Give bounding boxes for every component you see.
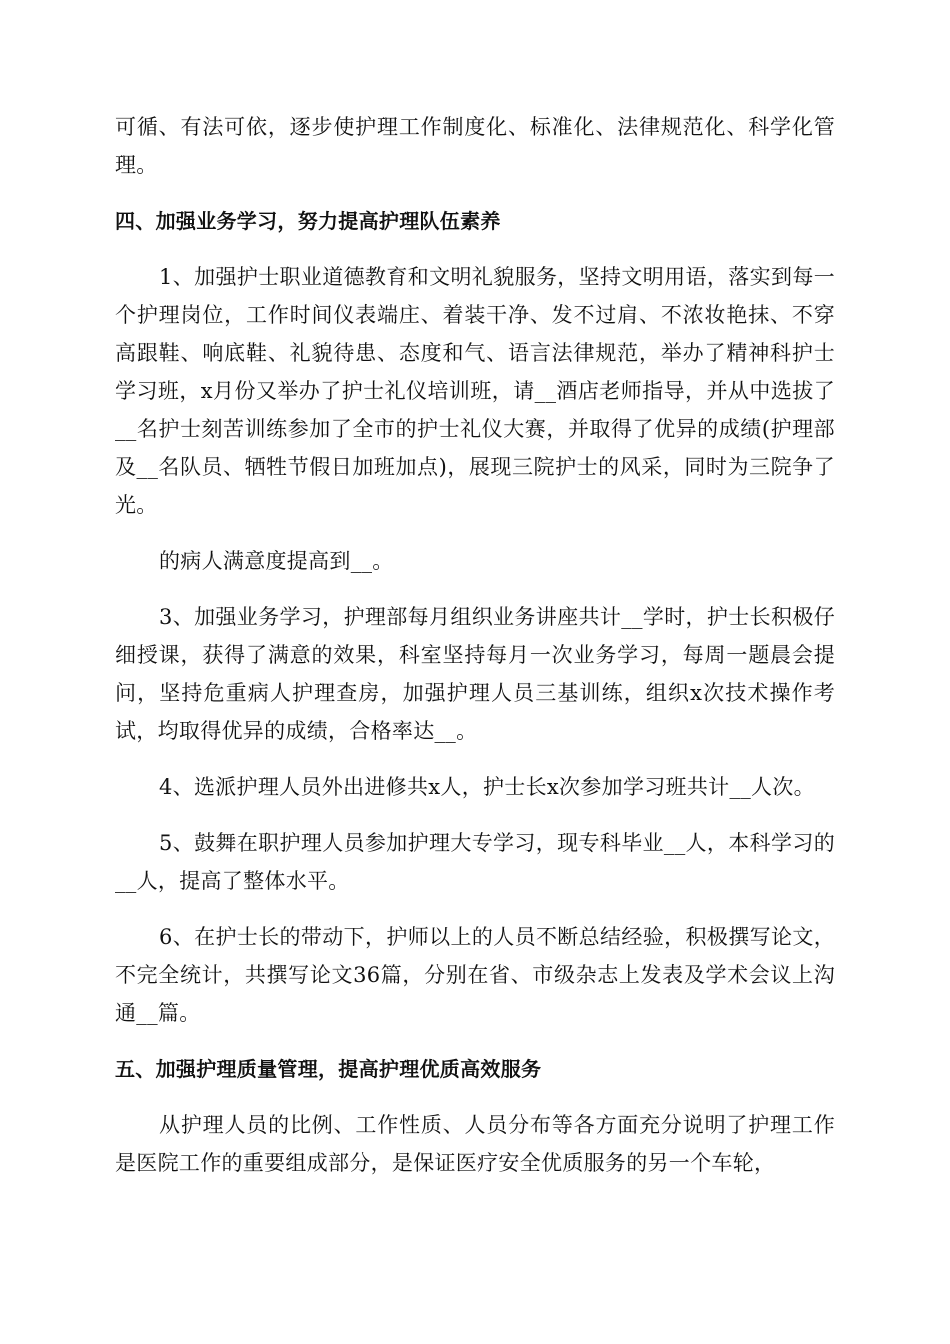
paragraph-item-6: 6、在护士长的带动下，护师以上的人员不断总结经验，积极撰写论文，不完全统计，共撰写论文36篇，分别在省、市级杂志上发表及学术会议上沟通__篇。 [115, 925, 835, 1025]
paragraph-item-3: 3、加强业务学习，护理部每月组织业务讲座共计__学时，护士长积极仔细授课，获得了满意的效果，科室坚持每月一次业务学习，每周一题晨会提问，坚持危重病人护理查房，加强护理人员三基训练，组织x次技术操作考试，均取得优异的成绩，合格率达__。 [115, 605, 835, 743]
paragraph-item-4: 4、选派护理人员外出进修共x人，护士长x次参加学习班共计__人次。 [159, 775, 815, 799]
paragraph-item-1: 1、加强护士职业道德教育和文明礼貌服务，坚持文明用语，落实到每一个护理岗位，工作时间仪表端庄、着装干净、发不过肩、不浓妆艳抹、不穿高跟鞋、响底鞋、礼貌待患、态度和气、语言法律规范，举办了精神科护士学习班，x月份又举办了护士礼仪培训班，请__酒店老师指导，并从中选拔了__名护士刻苦训练参加了全市的护士礼仪大赛，并取得了优异的成绩(护理部及__名队员、牺牲节假日加班加点)，展现三院护士的风采，同时为三院争了光。 [115, 265, 835, 517]
paragraph-continuation: 可循、有法可依，逐步使护理工作制度化、标准化、法律规范化、科学化管理。 [115, 115, 835, 177]
paragraph-satisfaction: 的病人满意度提高到__。 [159, 549, 394, 573]
document-page [115, 108, 835, 1182]
section-heading-4: 四、加强业务学习，努力提高护理队伍素养 [115, 209, 501, 233]
paragraph-quality: 从护理人员的比例、工作性质、人员分布等各方面充分说明了护理工作是医院工作的重要组成部分，是保证医疗安全优质服务的另一个车轮， [115, 1113, 835, 1175]
section-heading-5: 五、加强护理质量管理，提高护理优质高效服务 [115, 1057, 542, 1081]
paragraph-item-5: 5、鼓舞在职护理人员参加护理大专学习，现专科毕业__人，本科学习的__人，提高了整体水平。 [115, 831, 835, 893]
